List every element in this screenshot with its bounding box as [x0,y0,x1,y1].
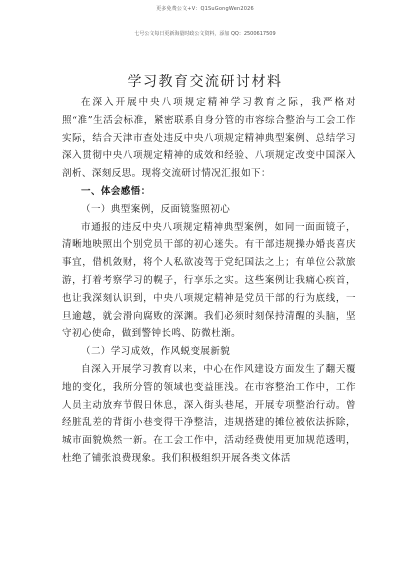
body-paragraph: 市通报的违反中央八项规定精神典型案例，如同一面面镜子，清晰地映照出个别党员干部的初心迷失。有干部违规操办婚丧喜庆事宜，借机敛财，将个人私欲凌驾于党纪国法之上；有单位公款旅游，打着考察学习的幌子，行享乐之实。这些案例让我痛心疾首，也让我深刻认识到，中央八项规定精神是党员干部的行为底线，一旦逾越，就会滑向腐败的深渊。我们必须时刻保持清醒的头脑，坚守初心使命，做到警钟长鸣、防微杜渐。 [62,221,356,340]
section-heading: 一、体会感悟： [81,185,151,197]
header-promo-line: 更多免费公文+V：Q1SuGongWen2026 [156,6,254,12]
subsection-heading: （一）典型案例，反面镜鉴照初心 [81,203,231,215]
header-contact-line: 七号公文每日更新海量时政公文资料，添加 QQ：2500617509 [134,31,276,37]
body-paragraph: 自深入开展学习教育以来，中心在作风建设方面发生了翻天覆地的变化，我所分管的领域也变益匪浅。在市容整治工作中，工作人员主动放弃节假日休息，深入街头巷尾，开展专项整治行动。曾经脏乱差的背街小巷变得干净整洁，违规搭建的摊位被依法拆除，城市面貌焕然一新。在工会工作中，活动经费使用更加规范透明，杜绝了铺张浪费现象。我们积极组织开展各类文体活 [62,363,356,464]
subsection-heading: （二）学习成效，作风蜕变展新貌 [81,346,231,358]
document-title: 学习教育交流研讨材料 [127,74,283,90]
document-body [62,94,356,468]
intro-paragraph: 在深入开展中央八项规定精神学习教育之际，我严格对照“准”生活会标准，紧密联系自身分管的市容综合整治与工会工作实际，结合天津市查处违反中央八项规定精神典型案例、总结学习深入贯彻中央八项规定精神的成效和经验、八项规定改变中国深入剖析、深刻反思。现将交流研讨情况汇报如下： [62,97,356,180]
